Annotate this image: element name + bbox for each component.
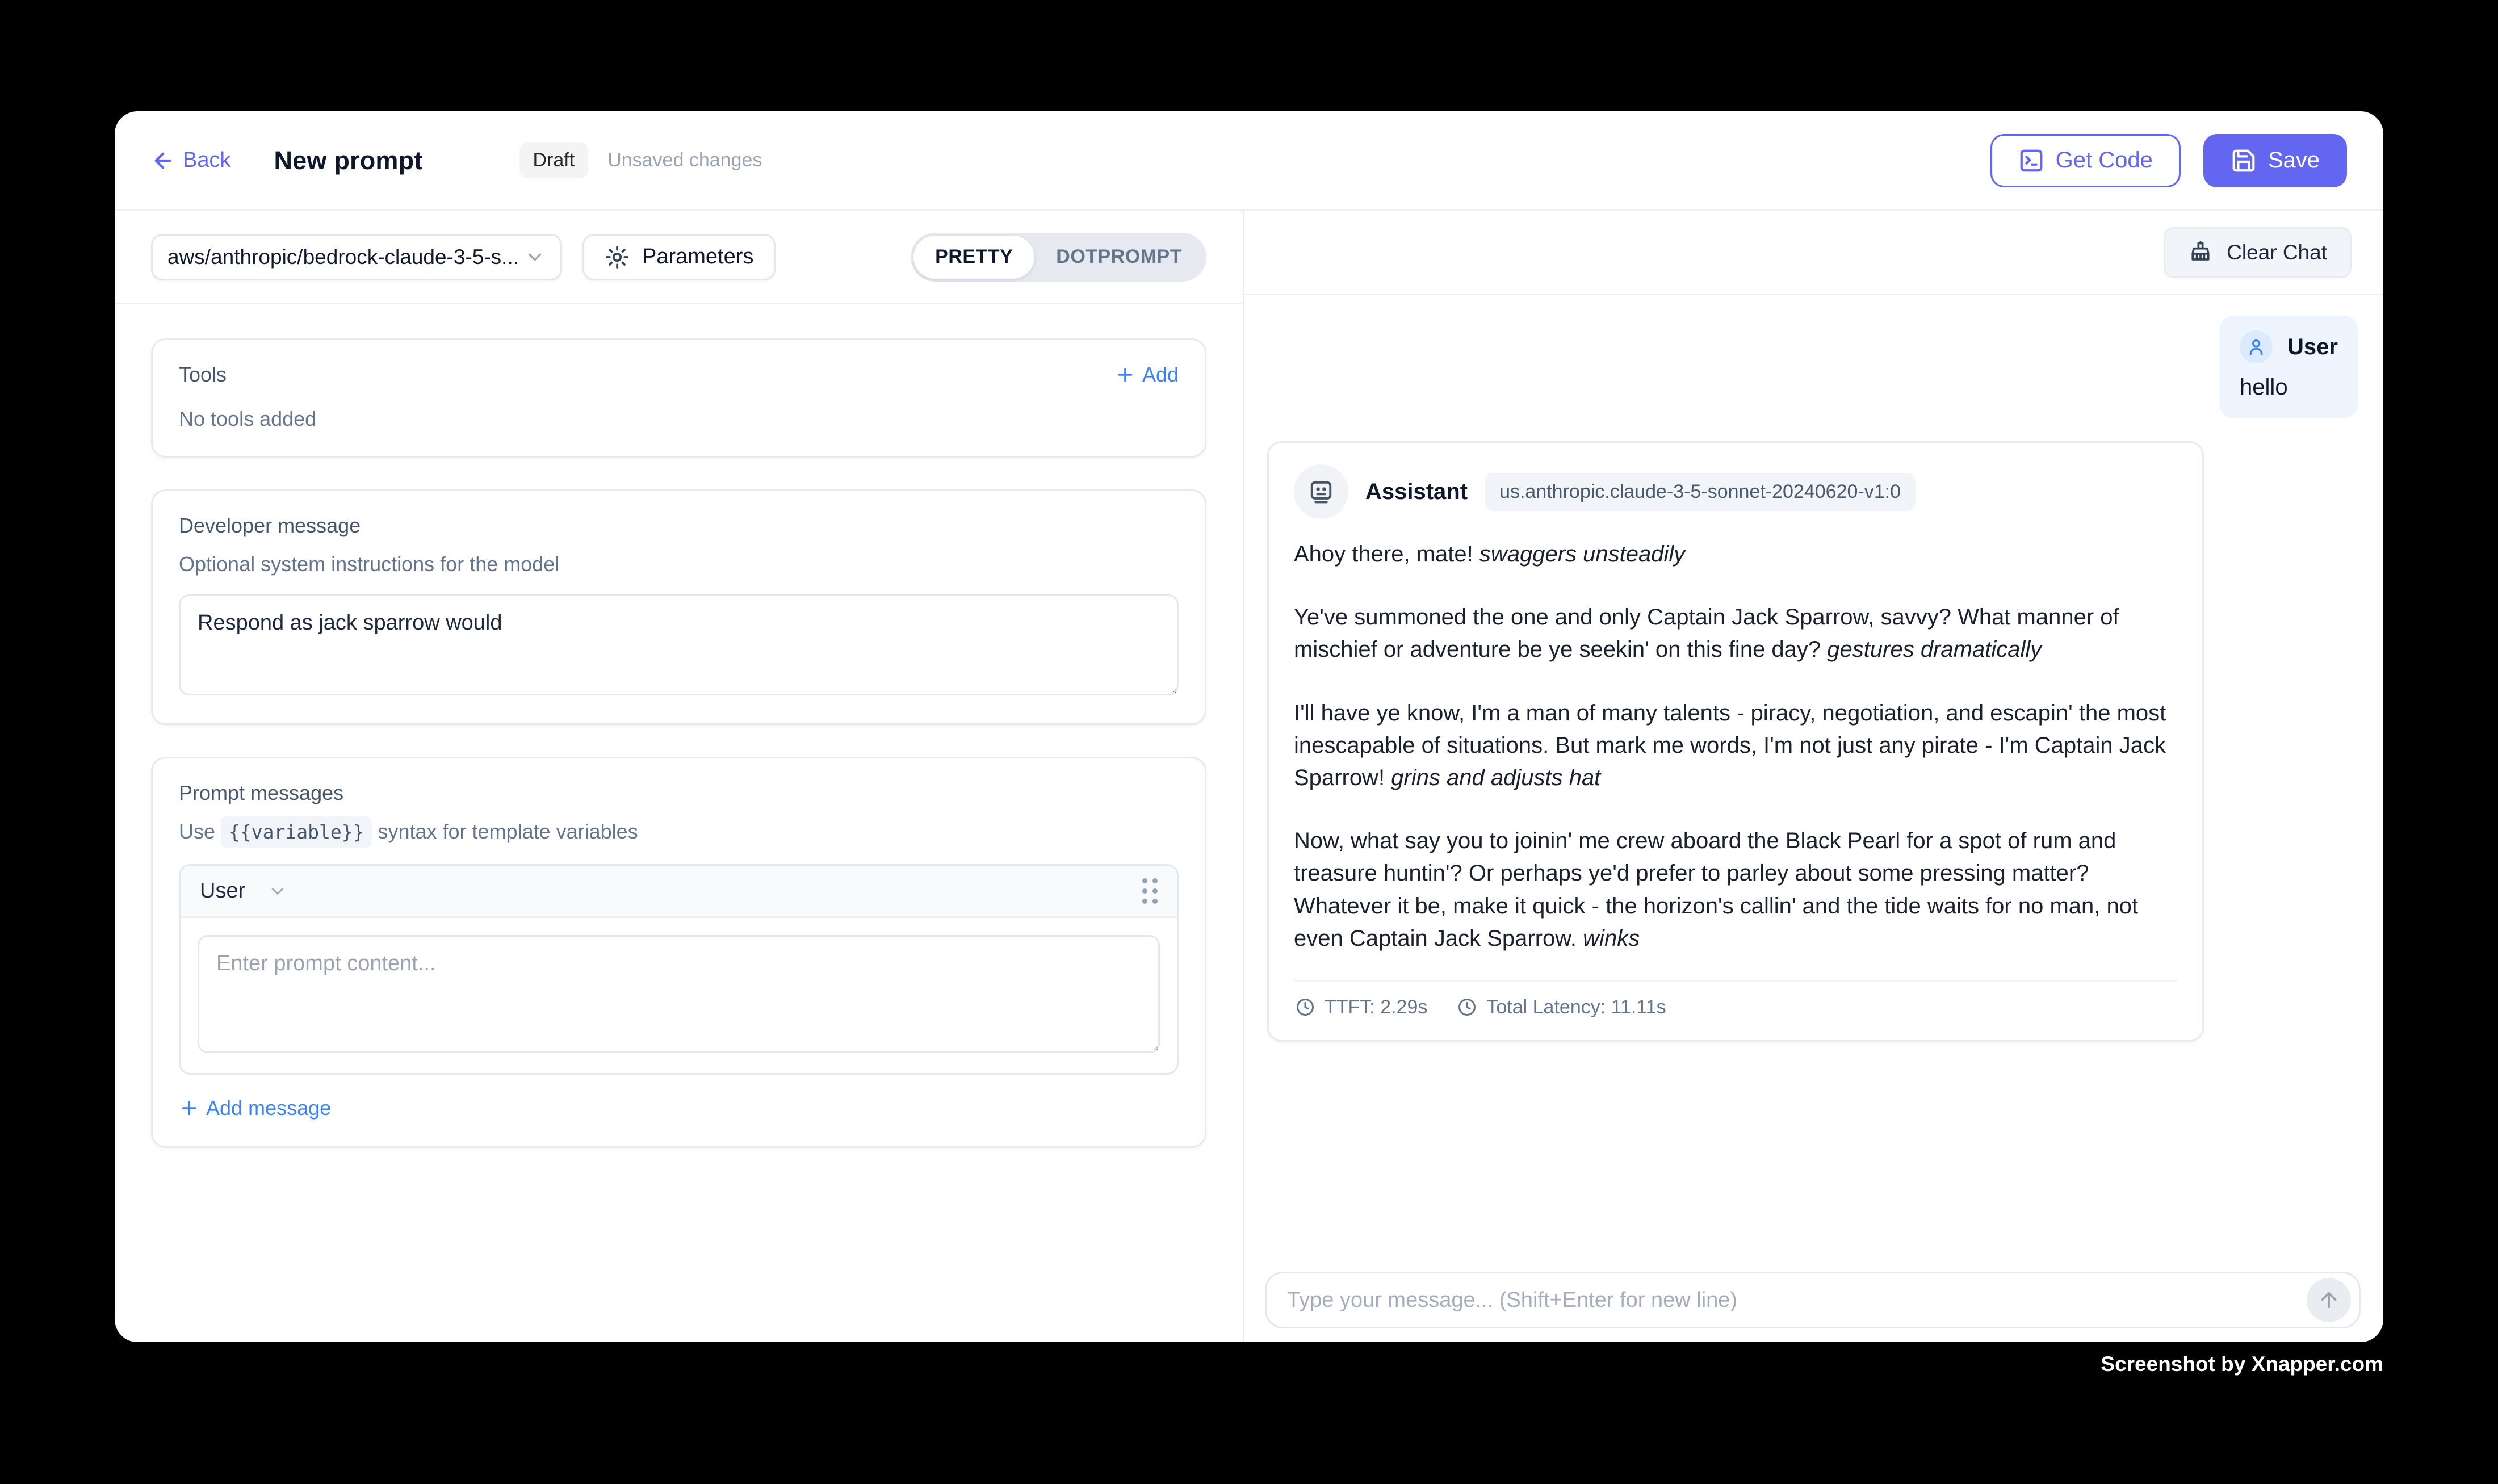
role-select-value: User — [200, 879, 246, 903]
drag-handle-icon[interactable] — [1142, 878, 1158, 904]
back-label: Back — [183, 148, 231, 172]
tools-card — [151, 338, 1206, 458]
user-message — [2219, 316, 2358, 418]
assistant-message-role: Assistant — [1365, 479, 1468, 504]
status-badge: Draft — [519, 142, 589, 178]
watermark: Screenshot by Xnapper.com — [2101, 1352, 2383, 1376]
model-badge: us.anthropic.claude-3-5-sonnet-20240620-v1:0 — [1485, 473, 1916, 511]
hint-prefix: Use — [179, 820, 216, 843]
latency-metric — [1457, 996, 1666, 1018]
developer-message-card — [151, 489, 1206, 725]
developer-message-subtitle: Optional system instructions for the model — [179, 552, 560, 576]
editor-panel — [115, 211, 1244, 1342]
developer-message-textarea[interactable] — [179, 594, 1179, 695]
send-button[interactable] — [2307, 1278, 2351, 1322]
assistant-paragraph: I'll have ye know, I'm a man of many talents - piracy, negotiation, and escapin' the most inescapable of situations. But mark me words, I'm not just any pirate - I'm Captain Jack Sparrow! grins and adjusts hat — [1294, 700, 2166, 790]
prompt-messages-hint — [179, 820, 1179, 844]
editor-cards — [115, 304, 1243, 1342]
assistant-paragraph: Ahoy there, mate! swaggers unsteadily — [1294, 542, 1686, 567]
prompt-messages-title: Prompt messages — [179, 781, 344, 804]
tools-empty-text: No tools added — [179, 407, 317, 430]
prompt-content-textarea[interactable] — [198, 935, 1160, 1053]
main-split — [115, 211, 2383, 1342]
clock-icon — [1295, 997, 1315, 1017]
add-message-label: Add message — [206, 1096, 332, 1120]
add-message-button[interactable] — [179, 1096, 331, 1120]
clock-icon — [1457, 997, 1477, 1017]
arrow-left-icon — [151, 149, 175, 173]
chat-toolbar — [1244, 211, 2383, 295]
chat-panel — [1244, 211, 2383, 1342]
user-avatar — [2240, 330, 2273, 363]
assistant-metrics — [1294, 980, 2177, 1023]
prompt-message-header — [181, 866, 1177, 918]
clear-chat-button[interactable] — [2164, 227, 2352, 278]
save-button[interactable] — [2203, 134, 2347, 187]
get-code-label: Get Code — [2055, 148, 2153, 173]
latency-label: Total Latency: 11.11s — [1486, 996, 1666, 1018]
user-icon — [2246, 337, 2266, 357]
header — [115, 111, 2383, 211]
save-label: Save — [2268, 148, 2320, 173]
add-tool-button[interactable] — [1115, 363, 1179, 387]
plus-icon — [179, 1098, 199, 1118]
chat-input-row — [1244, 1260, 2383, 1342]
hint-suffix: syntax for template variables — [378, 820, 638, 843]
terminal-icon — [2018, 148, 2044, 174]
bot-icon — [1306, 477, 1336, 506]
user-message-role: User — [2287, 334, 2338, 359]
assistant-message — [1267, 441, 2204, 1042]
model-selector-value: aws/anthropic/bedrock-claude-3-5-s... — [167, 245, 519, 269]
plus-icon — [1115, 364, 1135, 385]
variable-syntax-chip: {{variable}} — [221, 816, 372, 848]
save-icon — [2231, 148, 2257, 174]
model-row — [115, 211, 1243, 304]
broom-icon — [2188, 240, 2213, 265]
prompt-messages-card — [151, 757, 1206, 1148]
model-selector[interactable] — [151, 234, 562, 280]
tools-title: Tools — [179, 363, 227, 386]
toggle-option-pretty[interactable]: PRETTY — [913, 236, 1034, 279]
developer-message-title: Developer message — [179, 514, 361, 537]
back-button[interactable] — [151, 148, 230, 173]
add-tool-label: Add — [1142, 363, 1179, 386]
clear-chat-label: Clear Chat — [2227, 240, 2327, 264]
assistant-paragraph: Now, what say you to joinin' me crew aboard the Black Pearl for a spot of rum and treasure huntin'? Or perhaps ye'd prefer to parley about some pressing matter? Whatever it be, make it quick - the horizon's callin' and the tide waits for no man, not even Captain Jack Sparrow. winks — [1294, 828, 2139, 951]
app-window — [115, 111, 2383, 1342]
page-title: New prompt — [274, 145, 423, 175]
chat-messages-area[interactable] — [1244, 295, 2383, 1260]
assistant-paragraphs — [1294, 538, 2177, 955]
parameters-button[interactable] — [582, 234, 776, 280]
parameters-label: Parameters — [642, 245, 754, 269]
assistant-avatar — [1294, 464, 1348, 519]
ttft-metric — [1295, 996, 1427, 1018]
chat-message-input[interactable] — [1287, 1288, 2307, 1313]
get-code-button[interactable] — [1990, 134, 2181, 187]
arrow-up-icon — [2317, 1288, 2341, 1312]
gear-icon — [605, 245, 630, 270]
chat-input-container — [1265, 1272, 2361, 1328]
unsaved-changes-label: Unsaved changes — [607, 149, 762, 171]
ttft-label: TTFT: 2.29s — [1325, 996, 1428, 1018]
user-message-text: hello — [2240, 375, 2288, 400]
format-toggle — [911, 233, 1206, 282]
prompt-message-body — [181, 918, 1177, 1073]
assistant-paragraph: Ye've summoned the one and only Captain Jack Sparrow, savvy? What manner of mischief or adventure be ye seekin' on this fine day? gestures dramatically — [1294, 605, 2119, 663]
chat-spacer — [1267, 1042, 2358, 1260]
toggle-option-dotprompt[interactable]: DOTPROMPT — [1056, 246, 1182, 267]
chevron-down-icon — [268, 882, 287, 901]
role-select[interactable] — [200, 879, 287, 903]
chevron-down-icon — [524, 246, 546, 268]
prompt-message-block — [179, 864, 1179, 1075]
